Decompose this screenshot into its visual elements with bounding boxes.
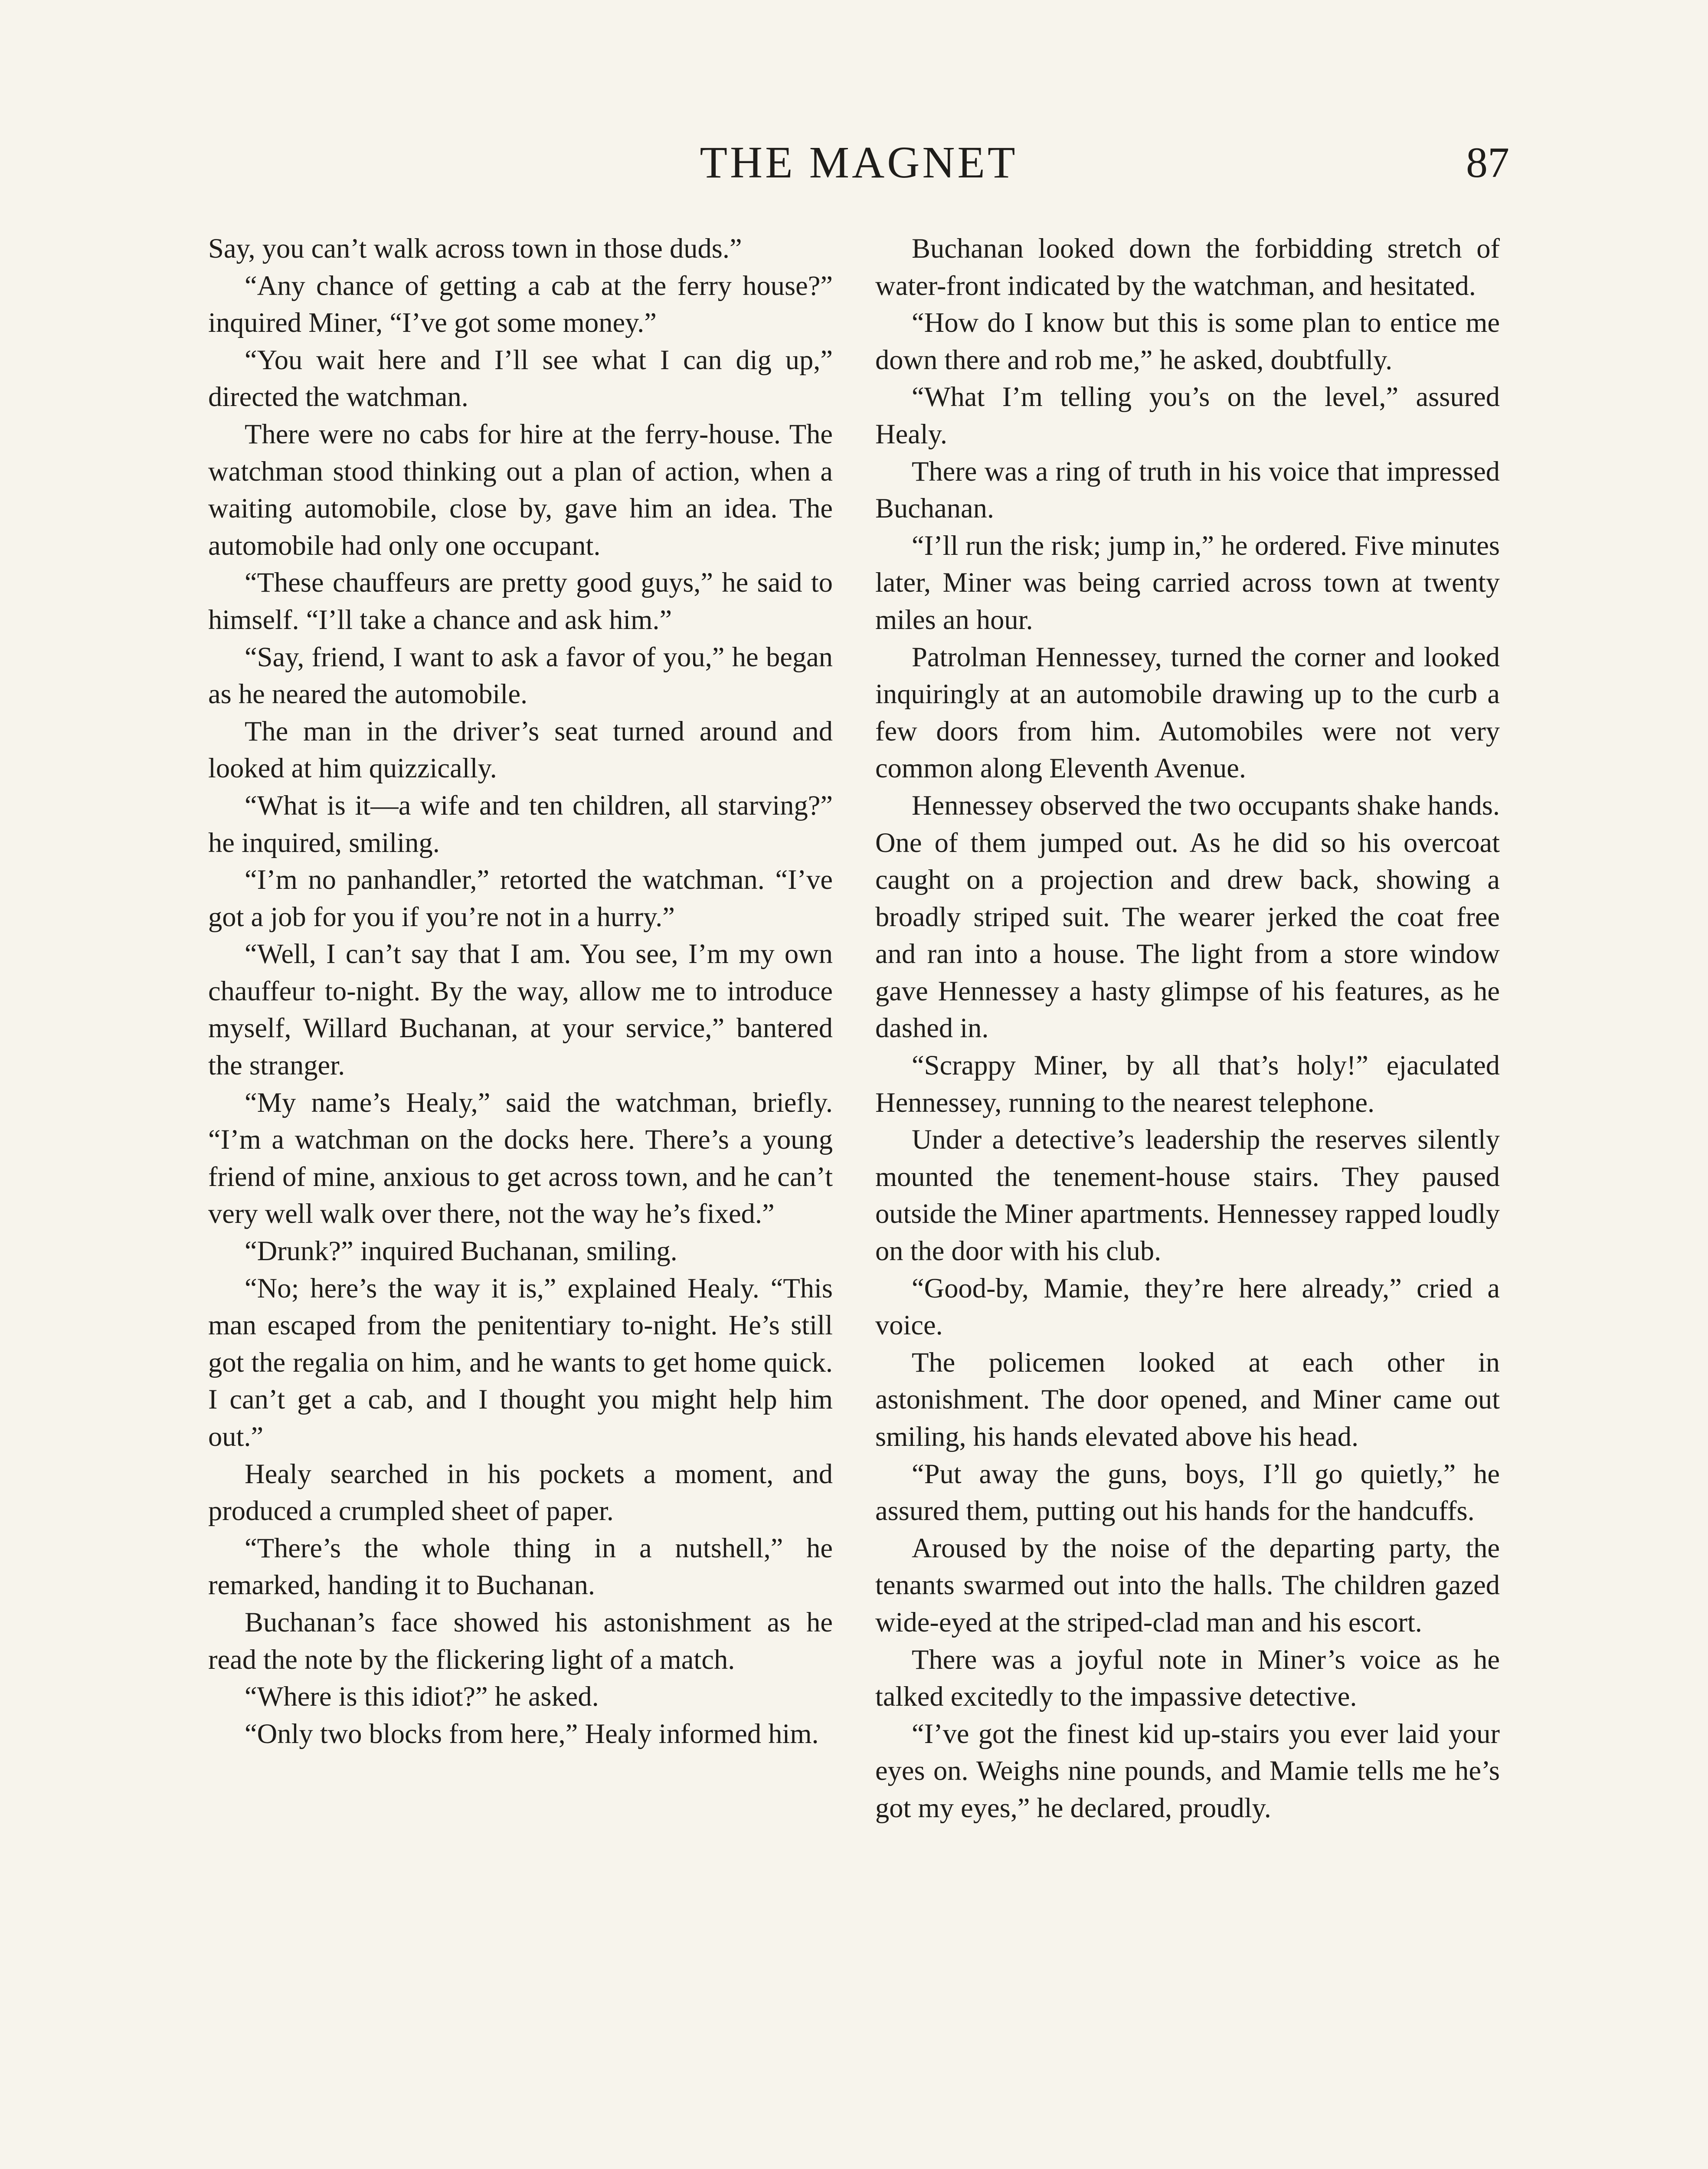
- paragraph: Say, you can’t walk across town in those duds.”: [208, 233, 742, 264]
- paragraph: Healy searched in his pockets a moment, and produced a crumpled sheet of paper.: [208, 1458, 833, 1527]
- running-head: [208, 130, 1509, 195]
- paragraph: “There’s the whole thing in a nutshell,” he remarked, handing it to Buchanan.: [208, 1532, 833, 1601]
- paragraph: “No; here’s the way it is,” explained Healy. “This man escaped from the penitentiary to-night. He’s still got the regalia on him, and he wants to get home quick. I can’t get a cab, and I thought you might help him out.”: [208, 1272, 833, 1452]
- paragraph: “Good-by, Mamie, they’re here already,” cried a voice.: [875, 1272, 1500, 1341]
- paragraph: “Scrappy Miner, by all that’s holy!” ejaculated Hennessey, running to the nearest telephone.: [875, 1050, 1500, 1118]
- right-column: [875, 230, 1500, 1827]
- page-title: THE MAGNET: [700, 138, 1018, 187]
- paragraph: “Put away the guns, boys, I’ll go quietly,” he assured them, putting out his hands for the handcuffs.: [875, 1458, 1500, 1527]
- paragraph: “Where is this idiot?” he asked.: [245, 1681, 599, 1712]
- paragraph: “What I’m telling you’s on the level,” assured Healy.: [875, 381, 1500, 449]
- paragraph: Patrolman Hennessey, turned the corner and looked inquiringly at an automobile drawing up to the curb a few doors from him. Automobiles were not very common along Eleventh Avenue.: [875, 641, 1500, 784]
- paragraph: “These chauffeurs are pretty good guys,” he said to himself. “I’ll take a chance and ask him.”: [208, 567, 833, 635]
- paragraph: “You wait here and I’ll see what I can dig up,” directed the watchman.: [208, 344, 833, 413]
- paragraph: There was a ring of truth in his voice that impressed Buchanan.: [875, 455, 1500, 524]
- paragraph: “I’ve got the finest kid up-stairs you ever laid your eyes on. Weighs nine pounds, and Mamie tells me he’s got my eyes,” he declared, proudly.: [875, 1718, 1500, 1823]
- paragraph: “Say, friend, I want to ask a favor of you,” he began as he neared the automobile.: [208, 641, 833, 710]
- paragraph: Under a detective’s leadership the reserves silently mounted the tenement-house stairs. They paused outside the Miner apartments. Hennessey rapped loudly on the door with his club.: [875, 1124, 1500, 1267]
- paragraph: “Drunk?” inquired Buchanan, smiling.: [245, 1235, 677, 1267]
- paragraph: There were no cabs for hire at the ferry-house. The watchman stood thinking out a plan of action, when a waiting automobile, close by, gave him an idea. The automobile had only one occupant.: [208, 418, 833, 561]
- paragraph: Aroused by the noise of the departing party, the tenants swarmed out into the halls. The children gazed wide-eyed at the striped-clad man and his escort.: [875, 1532, 1500, 1638]
- paragraph: “Only two blocks from here,” Healy informed him.: [245, 1718, 819, 1749]
- paragraph: There was a joyful note in Miner’s voice as he talked excitedly to the impassive detective.: [875, 1644, 1500, 1712]
- paragraph: “I’m no panhandler,” retorted the watchman. “I’ve got a job for you if you’re not in a hurry.”: [208, 864, 833, 932]
- paragraph: “Well, I can’t say that I am. You see, I’m my own chauffeur to-night. By the way, allow me to introduce myself, Willard Buchanan, at your service,” bantered the stranger.: [208, 938, 833, 1081]
- paragraph: “My name’s Healy,” said the watchman, briefly. “I’m a watchman on the docks here. There’s a young friend of mine, anxious to get across town, and he can’t very well walk over there, not the way he’s fixed.”: [208, 1087, 833, 1229]
- paragraph: Hennessey observed the two occupants shake hands. One of them jumped out. As he did so his overcoat caught on a projection and drew back, showing a broadly striped suit. The wearer jerked the coat free and ran into a house. The light from a store window gave Hennessey a hasty glimpse of his features, as he dashed in.: [875, 790, 1500, 1044]
- paragraph: “What is it—a wife and ten children, all starving?” he inquired, smiling.: [208, 790, 833, 858]
- paragraph: Buchanan looked down the forbidding stretch of water-front indicated by the watchman, and hesitated.: [875, 233, 1500, 301]
- paragraph: Buchanan’s face showed his astonishment as he read the note by the flickering light of a match.: [208, 1606, 833, 1675]
- left-column: [208, 230, 833, 1752]
- paragraph: “How do I know but this is some plan to entice me down there and rob me,” he asked, doubtfully.: [875, 307, 1500, 375]
- paragraph: The man in the driver’s seat turned around and looked at him quizzically.: [208, 715, 833, 784]
- paragraph: “I’ll run the risk; jump in,” he ordered. Five minutes later, Miner was being carried across town at twenty miles an hour.: [875, 530, 1500, 635]
- page-number: 87: [1466, 138, 1509, 187]
- paragraph: “Any chance of getting a cab at the ferry house?” inquired Miner, “I’ve got some money.”: [208, 270, 833, 338]
- paragraph: The policemen looked at each other in astonishment. The door opened, and Miner came out smiling, his hands elevated above his head.: [875, 1347, 1500, 1452]
